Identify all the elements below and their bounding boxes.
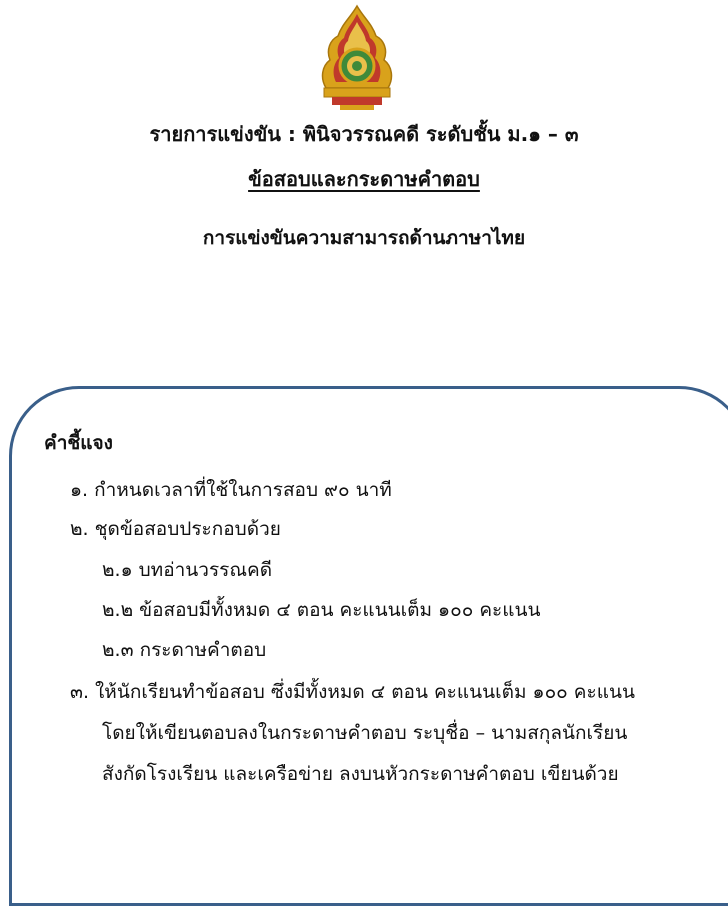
- item-text: บทอ่านวรรณคดี: [138, 559, 273, 581]
- instruction-item-3: [70, 677, 635, 707]
- item-text: ข้อสอบมีทั้งหมด ๔ ตอน คะแนนเต็ม ๑๐๐ คะแนน: [139, 599, 541, 621]
- instructions-heading: คำชี้แจง: [44, 432, 113, 454]
- item-number: ๓.: [70, 681, 90, 703]
- item-text: ชุดข้อสอบประกอบด้วย: [94, 518, 281, 540]
- item-text: กระดาษคำตอบ: [139, 639, 267, 661]
- item-number: ๒.๒: [102, 599, 134, 621]
- item-number: ๑.: [70, 479, 89, 501]
- item-number: ๒.๑: [102, 559, 133, 581]
- instruction-item-2: [70, 514, 281, 544]
- page-subtitle: ข้อสอบและกระดาษคำตอบ: [248, 167, 480, 191]
- item-number: ๒.: [70, 518, 89, 540]
- school-emblem-icon: [318, 4, 396, 112]
- instruction-continuation-1: โดยให้เขียนตอบลงในกระดาษคำตอบ ระบุชื่อ – นามสกุลนักเรียน: [102, 722, 628, 744]
- instruction-item-2-3: [102, 635, 266, 665]
- page-title: รายการแข่งขัน : พินิจวรรณคดี ระดับชั้น ม.๑ – ๓: [149, 122, 579, 146]
- instruction-item-1: [70, 475, 392, 505]
- instruction-item-2-1: [102, 555, 272, 585]
- item-text: กำหนดเวลาที่ใช้ในการสอบ ๙๐ นาที: [94, 479, 392, 501]
- instruction-continuation-2: สังกัดโรงเรียน และเครือข่าย ลงบนหัวกระดาษคำตอบ เขียนด้วย: [102, 763, 619, 785]
- instruction-item-2-2: [102, 595, 540, 625]
- competition-name: การแข่งขันความสามารถด้านภาษาไทย: [202, 227, 526, 249]
- item-number: ๒.๓: [102, 639, 134, 661]
- item-text: ให้นักเรียนทำข้อสอบ ซึ่งมีทั้งหมด ๔ ตอน คะแนนเต็ม ๑๐๐ คะแนน: [95, 681, 635, 703]
